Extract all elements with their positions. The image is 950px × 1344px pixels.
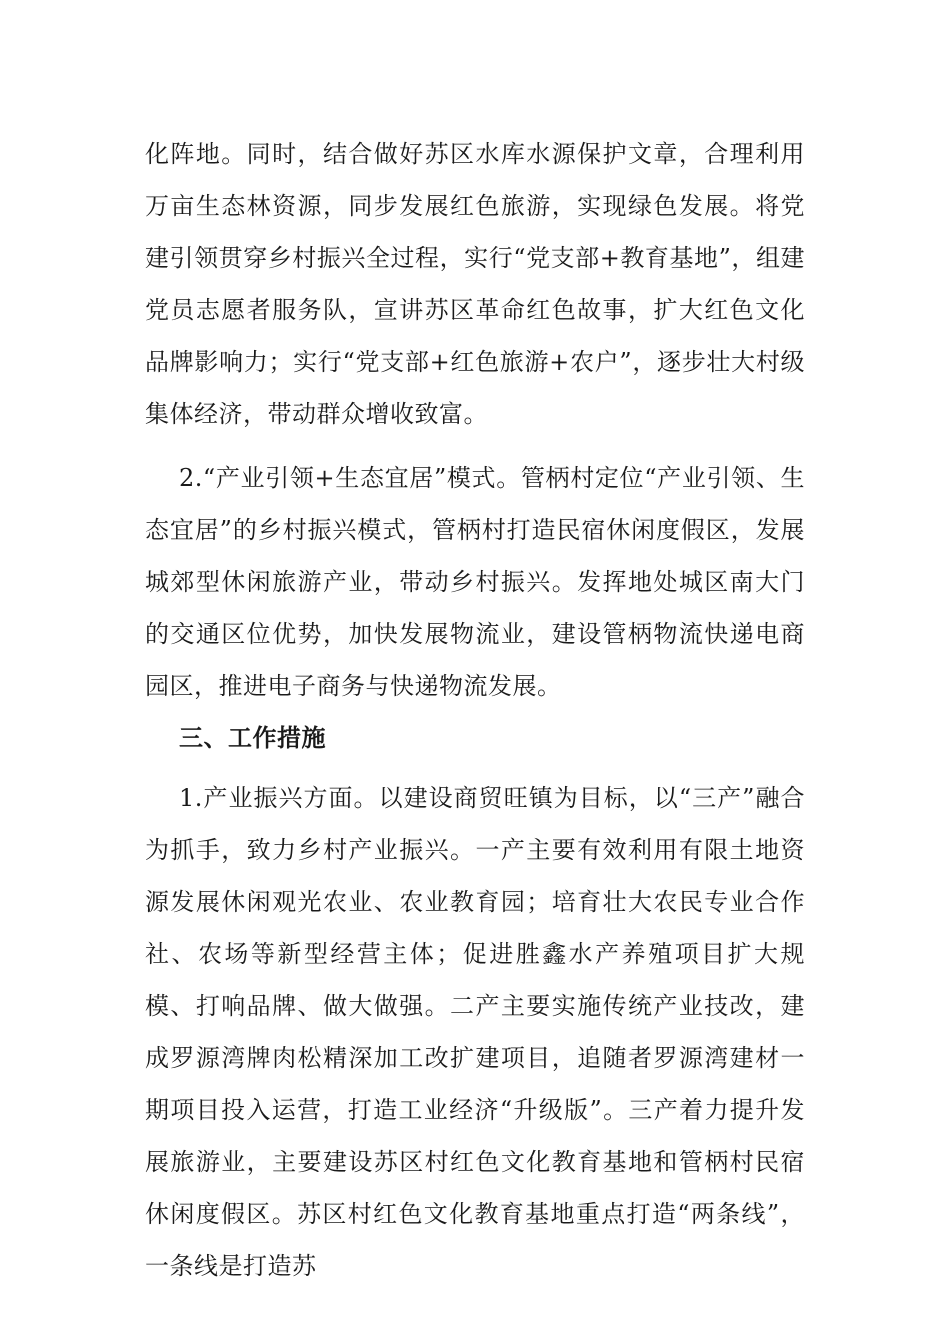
paragraph-measures-1: 1.产业振兴方面。以建设商贸旺镇为目标，以“三产”融合为抓手，致力乡村产业振兴。一产主要有效利用有限土地资源发展休闲观光农业、农业教育园；培育壮大农民专业合作社、农场等新型经营主体；促进胜鑫水产养殖项目扩大规模、打响品牌、做大做强。二产主要实施传统产业技改，建成罗源湾牌肉松精深加工改扩建项目，追随者罗源湾建材一期项目投入运营，打造工业经济“升级版”。三产着力提升发展旅游业，主要建设苏区村红色文化教育基地和管柄村民宿休闲度假区。苏区村红色文化教育基地重点打造“两条线”，一条线是打造苏 bbox=[145, 784, 805, 1280]
document-body bbox=[145, 128, 805, 1292]
paragraph-model-2: 2.“产业引领+生态宜居”模式。管柄村定位“产业引领、生态宜居”的乡村振兴模式，管柄村打造民宿休闲度假区，发展城郊型休闲旅游产业，带动乡村振兴。发挥地处城区南大门的交通区位优势，加快发展物流业，建设管柄物流快递电商园区，推进电子商务与快递物流发展。 bbox=[145, 464, 805, 700]
paragraph-continuation: 化阵地。同时，结合做好苏区水库水源保护文章，合理利用万亩生态林资源，同步发展红色旅游，实现绿色发展。将党建引领贯穿乡村振兴全过程，实行“党支部+教育基地”，组建党员志愿者服务队，宣讲苏区革命红色故事，扩大红色文化品牌影响力；实行“党支部+红色旅游+农户”，逐步壮大村级集体经济，带动群众增收致富。 bbox=[145, 140, 805, 428]
section-heading: 三、工作措施 bbox=[179, 724, 326, 752]
